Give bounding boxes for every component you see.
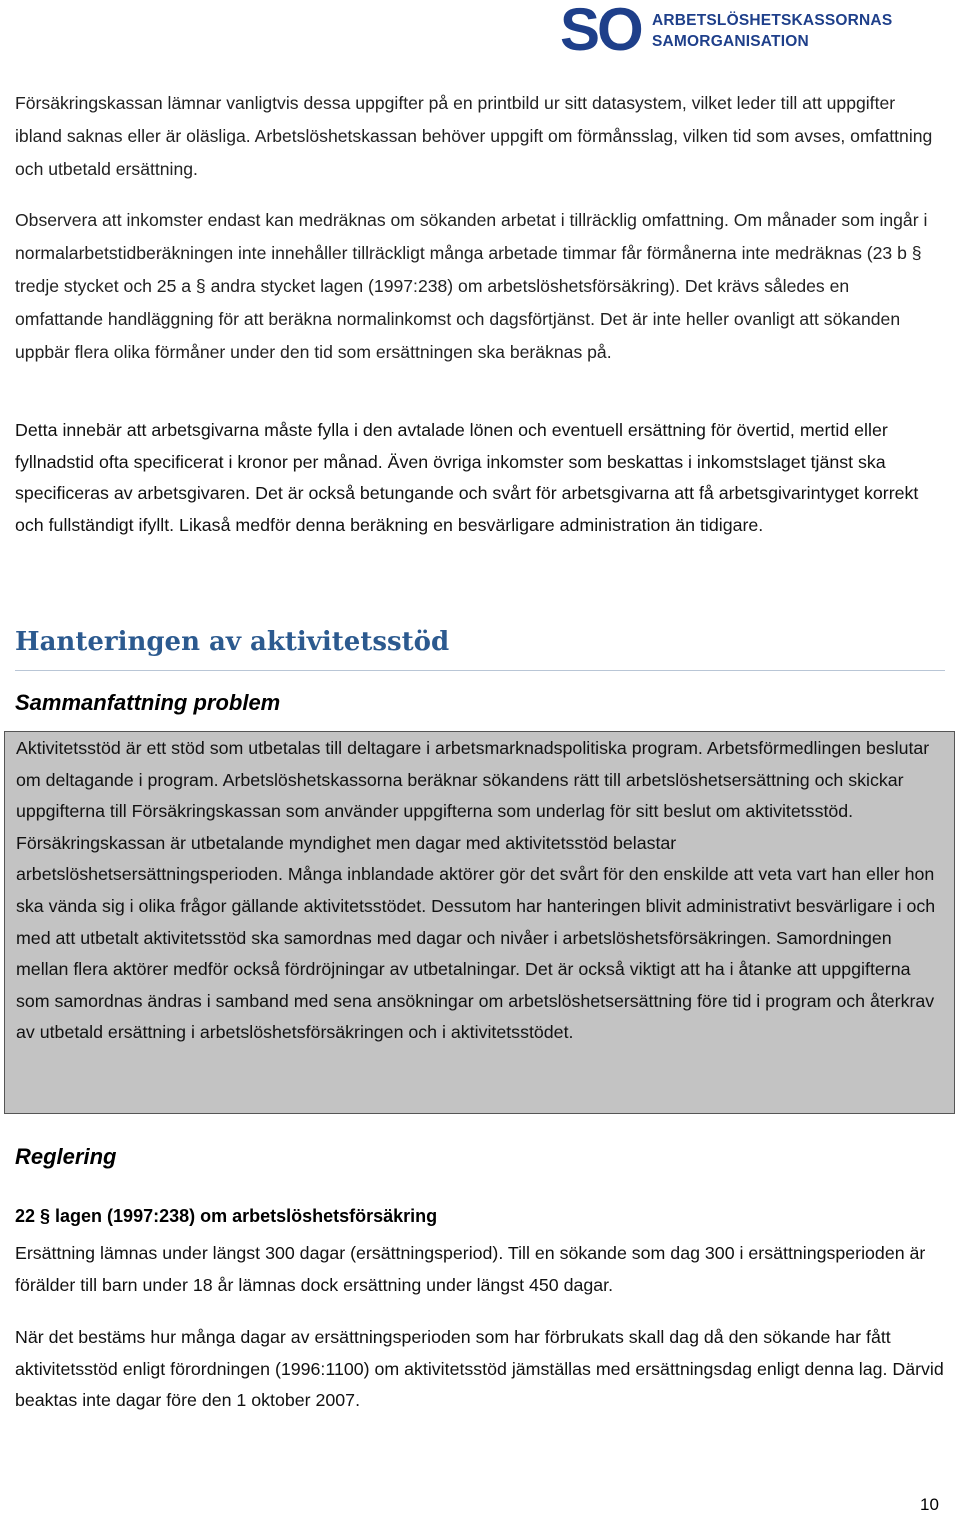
paragraph-income-rules <box>15 204 935 369</box>
law-heading: 22 § lagen (1997:238) om arbetslöshetsförsäkring <box>15 1206 438 1226</box>
logo-mark: SO <box>560 0 641 63</box>
section-heading: Hanteringen av aktivitetsstöd <box>15 627 450 657</box>
summary-text: Aktivitetsstöd är ett stöd som utbetalas till deltagare i arbetsmarknadspolitiska program. Arbetsförmedlingen beslutar om deltagande i program. Arbetslöshetskassorna beräknar sökandens rätt till arbetslöshetsersättning och skickar uppgifterna till Försäkringskassan som använder uppgifterna som underlag för sitt beslut om aktivitetsstöd. Försäkringskassan är utbetalande myndighet men dagar med aktivitetsstöd belastar arbetslöshetsersättningsperioden. Många inblandade aktörer gör det svårt för den enskilde att veta vart han eller hon ska vända sig i olika frågor gällande aktivitetsstödet. Dessutom har hanteringen blivit administrativt besvärligare i och med att utbetalt aktivitetsstöd ska samordnas med dagar och nivåer i arbetslöshetsförsäkringen. Samordningen mellan flera aktörer medför också fördröjningar av utbetalningar. Det är också viktigt att ha i åtanke att uppgifterna som samordnas ändras i samband med sena ansökningar om arbetslöshetsersättning före tid i program och återkrav av utbetald ersättning i arbetslöshetsförsäkringen och i aktivitetsstödet. <box>16 738 936 1043</box>
summary-box <box>4 731 955 1114</box>
logo-line-1: ARBETSLÖSHETSKASSORNAS <box>652 12 893 29</box>
law-paragraph-1: Ersättning lämnas under längst 300 dagar (ersättningsperiod). Till en sökande som dag 300 i ersättningsperioden är förälder till barn under 18 år lämnas dock ersättning under längst 450 dagar. <box>15 1243 926 1295</box>
regulation-heading: Reglering <box>15 1144 117 1169</box>
summary-heading: Sammanfattning problem <box>15 690 281 715</box>
paragraph-income-rules-lead: Observera att inkomster endast kan medräknas om sökanden arbetat i tillräcklig omfattning. Om månader som ingår i normalarbetstidberäkningen inte innehåller tillräckligt många arbetade timmar får förmånerna inte medräknas (23 b § tredje stycket och 25 a § andra stycket lagen (1997:238) om arbetslöshetsförsäkring). Det krävs således en omfattande handläggning för att beräkna normalinkomst och dagsförtjänst. Det är inte heller ovanligt att sökanden uppbär flera olika förmåner under den tid som ersättningen ska beräknas på. <box>15 210 928 362</box>
logo-line-2: SAMORGANISATION <box>652 33 809 50</box>
paragraph-data-sources: Försäkringskassan lämnar vanligtvis dessa uppgifter på en printbild ur sitt datasystem, vilket leder till att uppgifter ibland saknas eller är oläsliga. Arbetslöshetskassan behöver uppgift om förmånsslag, vilken tid som avses, omfattning och utbetald ersättning. <box>15 93 933 179</box>
page-number: 10 <box>920 1495 939 1514</box>
law-paragraph-2: När det bestäms hur många dagar av ersättningsperioden som har förbrukats skall dag då den sökande har fått aktivitetsstöd enligt förordningen (1996:1100) om aktivitetsstöd jämställas med ersättningsdag enligt denna lag. Därvid beaktas inte dagar före den 1 oktober 2007. <box>15 1327 944 1411</box>
paragraph-employer-duties: Detta innebär att arbetsgivarna måste fylla i den avtalade lönen och eventuell ersättning för övertid, mertid eller fyllnadstid ofta specificerat i kronor per månad. Även övriga inkomster som beskattas i inkomstslaget tjänst ska specificeras av arbetsgivaren. Det är också betungande och svårt för arbetsgivarna att få arbetsgivarintyget korrekt och fullständigt ifyllt. Likaså medför denna beräkning en besvärligare administration än tidigare. <box>15 420 919 535</box>
heading-divider <box>15 670 945 671</box>
organization-logo <box>560 0 916 63</box>
logo-text <box>652 10 892 52</box>
